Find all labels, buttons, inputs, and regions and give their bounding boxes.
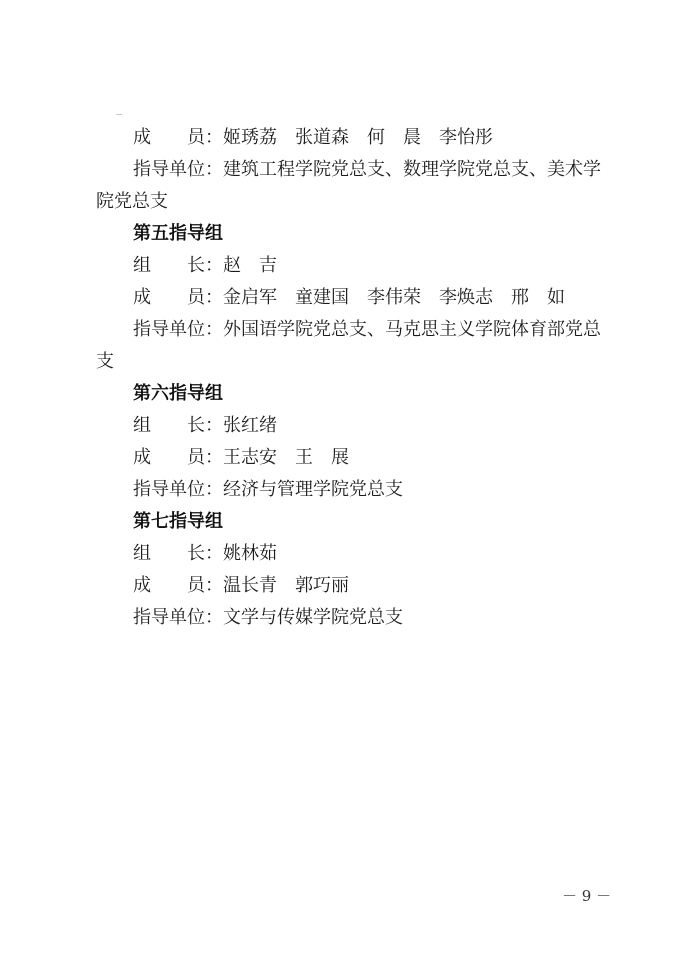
group6-units-line: 指导单位：经济与管理学院党总支 xyxy=(133,479,403,500)
scan-mark xyxy=(116,114,122,115)
group4-units-line: 指导单位：建筑工程学院党总支、数理学院党总支、美术学 xyxy=(133,159,601,180)
group5-members-line: 成 员：金启军 童建国 李伟荣 李焕志 邢 如 xyxy=(133,287,565,308)
group5-leader-line: 组 长：赵 吉 xyxy=(133,255,277,276)
group5-units-line: 指导单位：外国语学院党总支、马克思主义学院体育部党总 xyxy=(133,319,601,340)
group7-heading: 第七指导组 xyxy=(133,511,223,532)
group5-heading: 第五指导组 xyxy=(133,223,223,244)
group6-heading: 第六指导组 xyxy=(133,383,223,404)
group4-units-continuation: 院党总支 xyxy=(96,191,168,212)
group7-leader-line: 组 长：姚林茹 xyxy=(133,543,277,564)
group6-members-line: 成 员：王志安 王 展 xyxy=(133,447,349,468)
group7-members-line: 成 员：温长青 郭巧丽 xyxy=(133,575,349,596)
page-number: － 9 － xyxy=(562,887,612,905)
group7-units-line: 指导单位：文学与传媒学院党总支 xyxy=(133,607,403,628)
group6-leader-line: 组 长：张红绪 xyxy=(133,415,277,436)
group4-members-line: 成 员：姬琇荔 张道森 何 晨 李怡彤 xyxy=(133,127,493,148)
group5-units-continuation: 支 xyxy=(96,351,114,372)
